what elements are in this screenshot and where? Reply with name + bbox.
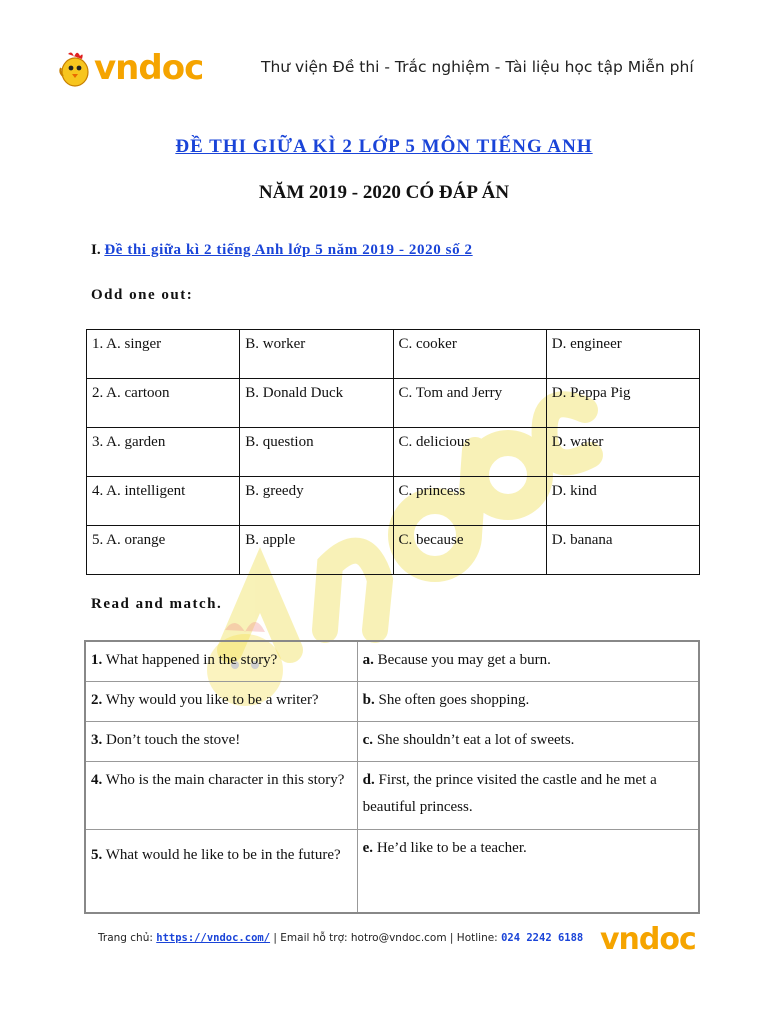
table-row bbox=[87, 477, 700, 526]
answer-cell bbox=[357, 761, 699, 829]
answer-cell bbox=[357, 641, 699, 681]
table-cell: D. Peppa Pig bbox=[546, 379, 699, 428]
odd-one-out-table bbox=[86, 329, 700, 575]
question-text: What would he like to be in the future? bbox=[105, 846, 341, 863]
table-cell: D. kind bbox=[546, 477, 699, 526]
section-link[interactable]: Đề thi giữa kì 2 tiếng Anh lớp 5 năm 2019 - 2020 số 2 bbox=[104, 242, 473, 258]
section-number: I. bbox=[91, 242, 101, 258]
answer-cell bbox=[357, 829, 699, 913]
table-row bbox=[87, 526, 700, 575]
question-number: 4. bbox=[91, 771, 103, 788]
question-text: Don’t touch the stove! bbox=[106, 731, 241, 748]
answer-cell bbox=[357, 681, 699, 721]
table-cell: B. Donald Duck bbox=[240, 379, 393, 428]
header-tagline: Thư viện Đề thi - Trắc nghiệm - Tài liệu học tập Miễn phí bbox=[261, 58, 694, 76]
table-cell: 3. A. garden bbox=[87, 428, 240, 477]
footer-contact: | Email hỗ trợ: hotro@vndoc.com | Hotline: bbox=[273, 932, 498, 944]
table-row bbox=[85, 641, 699, 681]
table-row bbox=[85, 761, 699, 829]
table-cell: B. apple bbox=[240, 526, 393, 575]
question-cell bbox=[85, 681, 357, 721]
table-row bbox=[87, 428, 700, 477]
table-cell: 5. A. orange bbox=[87, 526, 240, 575]
answer-letter: e. bbox=[362, 839, 374, 856]
page-title[interactable]: ĐỀ THI GIỮA KÌ 2 LỚP 5 MÔN TIẾNG ANH bbox=[175, 136, 593, 157]
footer-hotline: 024 2242 6188 bbox=[501, 932, 584, 944]
page-footer bbox=[98, 932, 583, 944]
question-text: Who is the main character in this story? bbox=[105, 771, 345, 788]
answer-letter: b. bbox=[362, 691, 375, 708]
footer-home-label: Trang chủ: bbox=[98, 932, 153, 944]
question-text: What happened in the story? bbox=[105, 652, 278, 668]
footer-home-link[interactable]: https://vndoc.com/ bbox=[156, 932, 271, 944]
read-and-match-label: Read and match. bbox=[91, 596, 223, 612]
table-cell: D. water bbox=[546, 428, 699, 477]
table-row bbox=[85, 721, 699, 761]
table-row bbox=[87, 379, 700, 428]
table-row bbox=[87, 330, 700, 379]
table-cell: B. question bbox=[240, 428, 393, 477]
footer-logo[interactable]: vndoc bbox=[600, 922, 696, 957]
table-cell: C. princess bbox=[393, 477, 546, 526]
read-and-match-table bbox=[84, 640, 700, 914]
table-cell: C. because bbox=[393, 526, 546, 575]
answer-text: Because you may get a burn. bbox=[377, 652, 551, 668]
answer-text: She often goes shopping. bbox=[378, 691, 530, 708]
page-subtitle: NĂM 2019 - 2020 CÓ ĐÁP ÁN bbox=[258, 182, 510, 203]
answer-cell bbox=[357, 721, 699, 761]
question-number: 3. bbox=[91, 731, 103, 748]
question-number: 1. bbox=[91, 652, 103, 668]
question-text: Why would you like to be a writer? bbox=[105, 691, 319, 708]
answer-letter: d. bbox=[362, 771, 375, 788]
odd-one-out-label: Odd one out: bbox=[91, 287, 194, 303]
question-number: 2. bbox=[91, 691, 103, 708]
table-row bbox=[85, 829, 699, 913]
question-cell bbox=[85, 721, 357, 761]
question-cell bbox=[85, 641, 357, 681]
table-cell: B. worker bbox=[240, 330, 393, 379]
table-cell: D. banana bbox=[546, 526, 699, 575]
question-cell bbox=[85, 761, 357, 829]
question-cell bbox=[85, 829, 357, 913]
page-header bbox=[58, 48, 718, 92]
answer-text: She shouldn’t eat a lot of sweets. bbox=[376, 731, 575, 748]
table-cell: 2. A. cartoon bbox=[87, 379, 240, 428]
logo-wordmark: vndoc bbox=[94, 48, 204, 88]
table-cell: B. greedy bbox=[240, 477, 393, 526]
section-heading bbox=[91, 242, 473, 259]
answer-text: First, the prince visited the castle and he met a beautiful princess. bbox=[362, 771, 657, 815]
answer-letter: c. bbox=[362, 731, 374, 748]
table-row bbox=[85, 681, 699, 721]
table-cell: 1. A. singer bbox=[87, 330, 240, 379]
chick-mascot-icon bbox=[58, 48, 92, 88]
table-cell: D. engineer bbox=[546, 330, 699, 379]
table-cell: C. cooker bbox=[393, 330, 546, 379]
answer-letter: a. bbox=[362, 652, 374, 668]
table-cell: C. delicious bbox=[393, 428, 546, 477]
table-cell: 4. A. intelligent bbox=[87, 477, 240, 526]
answer-text: He’d like to be a teacher. bbox=[376, 839, 527, 856]
table-cell: C. Tom and Jerry bbox=[393, 379, 546, 428]
question-number: 5. bbox=[91, 846, 103, 863]
vndoc-logo[interactable] bbox=[58, 48, 203, 88]
